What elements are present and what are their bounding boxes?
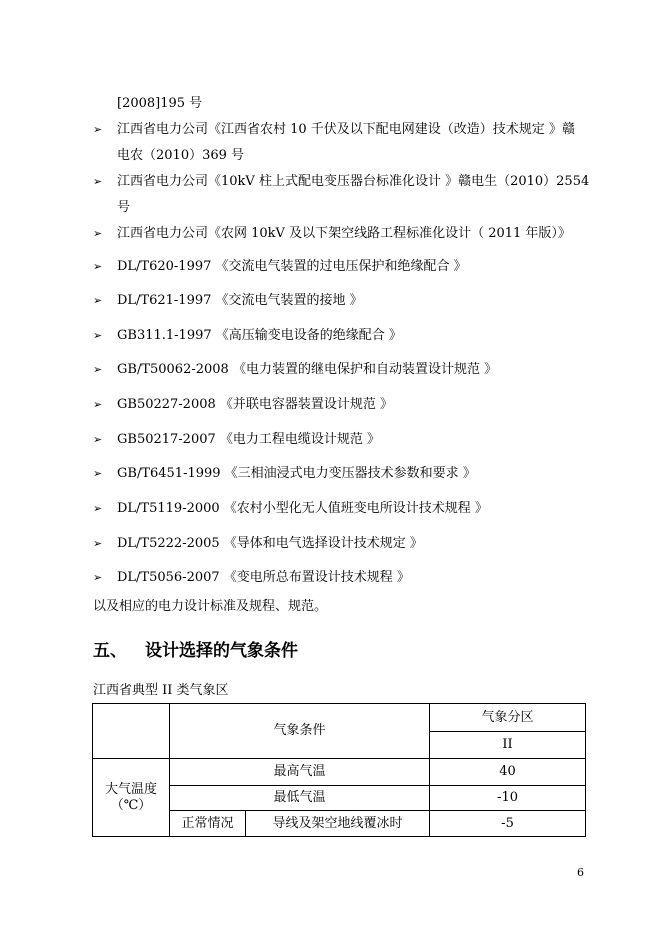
reference-text: 江西省电力公司《江西省农村 10 千伏及以下配电网建设（改造）技术规定 》赣 (117, 122, 575, 137)
bullet-arrow-icon: ➢ (93, 537, 103, 550)
category-label: 大气温度 (104, 781, 157, 797)
category-cell (93, 759, 170, 837)
condition-value-cell: 40 (430, 759, 586, 786)
bullet-arrow-icon: ➢ (93, 227, 103, 240)
reference-text: DL/T621-1997 《交流电气装置的接地 》 (117, 293, 363, 308)
reference-text: 江西省电力公司《农网 10kV 及以下架空线路工程标准化设计（ 2011 年版）》 (117, 226, 571, 241)
reference-text: DL/T620-1997 《交流电气装置的过电压保护和绝缘配合 》 (117, 259, 467, 274)
reference-text: GB/T6451-1999 《三相油浸式电力变压器技术参数和要求 》 (117, 466, 476, 481)
bullet-arrow-icon: ➢ (93, 294, 103, 307)
reference-text: GB/T50062-2008 《电力装置的继电保护和自动装置设计规范 》 (117, 362, 498, 377)
header-zone-cell: 气象分区 (430, 704, 586, 732)
section-title: 设计选择的气象条件 (145, 641, 298, 661)
continuation-line: [2008]195 号 (117, 96, 203, 111)
icing-value-cell: -5 (430, 811, 586, 837)
bullet-arrow-icon: ➢ (93, 502, 103, 515)
section-heading (93, 640, 298, 662)
normal-case-cell: 正常情况 (170, 811, 246, 837)
bullet-arrow-icon: ➢ (93, 123, 103, 136)
page-number: 6 (577, 866, 584, 879)
reference-text-continued: 号 (117, 200, 131, 215)
reference-text: DL/T5056-2007 《变电所总布置设计技术规程 》 (117, 570, 410, 585)
table-caption: 江西省典型 II 类气象区 (93, 683, 229, 698)
bullet-arrow-icon: ➢ (93, 571, 103, 584)
icing-label-cell: 导线及架空地线覆冰时 (246, 811, 430, 837)
closing-paragraph: 以及相应的电力设计标准及规程、规范。 (93, 599, 328, 614)
table-row (93, 704, 586, 732)
bullet-arrow-icon: ➢ (93, 467, 103, 480)
bullet-arrow-icon: ➢ (93, 329, 103, 342)
reference-text: GB311.1-1997 《高压输变电设备的绝缘配合 》 (117, 328, 402, 343)
bullet-arrow-icon: ➢ (93, 398, 103, 411)
reference-text: DL/T5222-2005 《导体和电气选择设计技术规定 》 (117, 536, 423, 551)
header-condition-cell: 气象条件 (170, 704, 430, 759)
reference-text: 江西省电力公司《10kV 柱上式配电变压器台标准化设计 》赣电生（2010）2554 (117, 174, 590, 189)
zone-value-cell: II (430, 732, 586, 759)
condition-value-cell: -10 (430, 786, 586, 811)
bullet-arrow-icon: ➢ (93, 363, 103, 376)
condition-label-cell: 最高气温 (170, 759, 430, 786)
reference-text-continued: 电农（2010）369 号 (117, 148, 245, 163)
bullet-arrow-icon: ➢ (93, 433, 103, 446)
condition-label-cell: 最低气温 (170, 786, 430, 811)
section-number: 五、 (93, 641, 127, 661)
reference-text: DL/T5119-2000 《农村小型化无人值班变电所设计技术规程 》 (117, 501, 488, 516)
category-unit: （℃） (110, 797, 152, 813)
bullet-arrow-icon: ➢ (93, 260, 103, 273)
table-corner-cell (93, 704, 170, 759)
reference-text: GB50217-2007 《电力工程电缆设计规范 》 (117, 432, 381, 447)
table-row (93, 759, 586, 786)
bullet-arrow-icon: ➢ (93, 175, 103, 188)
weather-conditions-table (92, 703, 586, 837)
reference-text: GB50227-2008 《并联电容器装置设计规范 》 (117, 397, 394, 412)
